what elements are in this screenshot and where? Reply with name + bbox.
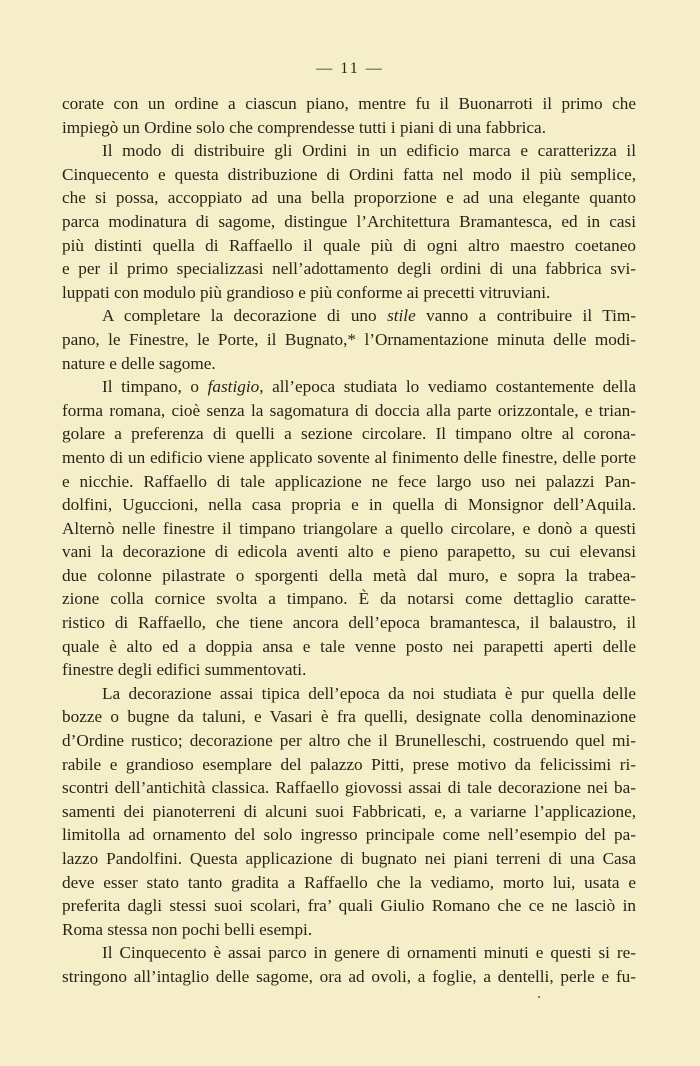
- text-line: due colonne pilastrate o sporgenti della metà dal muro, e sopra la trabea-: [62, 565, 636, 585]
- text-line: samenti dei pianoterreni di alcuni suoi Fabbricati, e, a variarne l’applicazione,: [62, 801, 636, 821]
- text-line: A completare la decorazione di uno stile vanno a contribuire il Tim-: [102, 306, 636, 326]
- text-line: vani la decorazione di edicola aventi alto e pieno parapetto, su cui elevansi: [62, 542, 636, 562]
- text-line: più distinti quella di Raffaello il quale più di ogni altro maestro coetaneo: [62, 235, 636, 255]
- text-line: scontri dell’antichità classica. Raffaello giovossi assai di tale decorazione nei ba-: [62, 778, 636, 798]
- text-line: Alternò nelle finestre il timpano triangolare a quello circolare, e donò a questi: [62, 518, 636, 538]
- text-line: preferita dagli stessi suoi scolari, fra’ quali Giulio Romano che ce ne lasciò in: [62, 896, 636, 916]
- text-line: zione colla cornice svolta a timpano. È da notarsi come dettaglio caratte-: [62, 589, 636, 609]
- text-line: e per il primo specializzasi nell’adottamento degli ordini di una fabbrica svi-: [62, 259, 636, 279]
- text-line: quale è alto ed a doppia ansa e tale venne posto nei parapetti aperti delle: [62, 636, 636, 656]
- text-line: La decorazione assai tipica dell’epoca da noi studiata è pur quella delle: [102, 683, 636, 703]
- text-line: bozze o bugne da taluni, e Vasari è fra quelli, designate colla denominazione: [62, 707, 636, 727]
- text-line: impiegò un Ordine solo che comprendesse tutti i piani di una fabbrica.: [62, 117, 546, 137]
- text-line: lazzo Pandolfini. Questa applicazione di bugnato nei piani terreni di una Casa: [62, 849, 636, 868]
- text-line: limitolla ad ornamento del solo ingresso principale come nell’esempio del pa-: [62, 825, 636, 845]
- text-line: parca modinatura di sagome, distingue l’Architettura Bramantesca, ed in casi: [62, 211, 636, 231]
- text-line: dolfini, Uguccioni, nella casa propria e in quella di Monsignor dell’Aquila.: [62, 495, 636, 515]
- text-line: rabile e grandioso esemplare del palazzo Pitti, prese motivo da felicissimi ri-: [62, 754, 636, 774]
- page-number: — 11 —: [316, 60, 384, 77]
- text-line: pano, le Finestre, le Porte, il Bugnato,* l’Ornamentazione minuta delle modi-: [62, 329, 636, 349]
- text-line: nature e delle sagome.: [62, 353, 216, 373]
- text-line: luppati con modulo più grandioso e più conforme ai precetti vitruviani.: [62, 282, 551, 302]
- text-line: deve esser stato tanto gradita a Raffaello che la vediamo, morto lui, usata e: [62, 872, 636, 892]
- paper-speck: [538, 996, 540, 998]
- text-line: Cinquecento e questa distribuzione di Ordini fatta nel modo il più semplice,: [62, 164, 636, 184]
- text-line: golare a preferenza di quelli a sezione circolare. Il timpano oltre al corona-: [62, 424, 636, 444]
- text-line: Roma stessa non pochi belli esempi.: [62, 919, 313, 939]
- text-line: Il Cinquecento è assai parco in genere di ornamenti minuti e questi si re-: [102, 943, 636, 963]
- text-line: stringono all’intaglio delle sagome, ora ad ovoli, a foglie, a dentelli, perle e fu-: [62, 966, 636, 986]
- text-line: forma romana, cioè senza la sagomatura di doccia alla parte orizzontale, e trian-: [62, 400, 636, 420]
- text-line: ristico di Raffaello, che tiene ancora dell’epoca bramantesca, il balaustro, il: [62, 613, 636, 633]
- text-line: d’Ordine rustico; decorazione per altro che il Brunelleschi, costruendo quel mi-: [62, 731, 636, 751]
- text-line: e nicchie. Raffaello di tale applicazione ne fece largo uso nei palazzi Pan-: [62, 471, 636, 491]
- text-line: mento di un edificio viene applicato sovente al finimento delle finestre, delle porte: [62, 447, 636, 467]
- body-text: [62, 92, 636, 989]
- text-line: corate con un ordine a ciascun piano, mentre fu il Buonarroti il primo che: [62, 94, 636, 113]
- text-line: che si possa, accoppiato ad una bella proporzione e ad una elegante quanto: [62, 188, 636, 208]
- text-line: finestre degli edifici summentovati.: [62, 660, 307, 680]
- text-line: Il modo di distribuire gli Ordini in un edificio marca e caratterizza il: [102, 141, 636, 161]
- text-line: Il timpano, o fastigio, all’epoca studiata lo vediamo costantemente della: [102, 377, 636, 397]
